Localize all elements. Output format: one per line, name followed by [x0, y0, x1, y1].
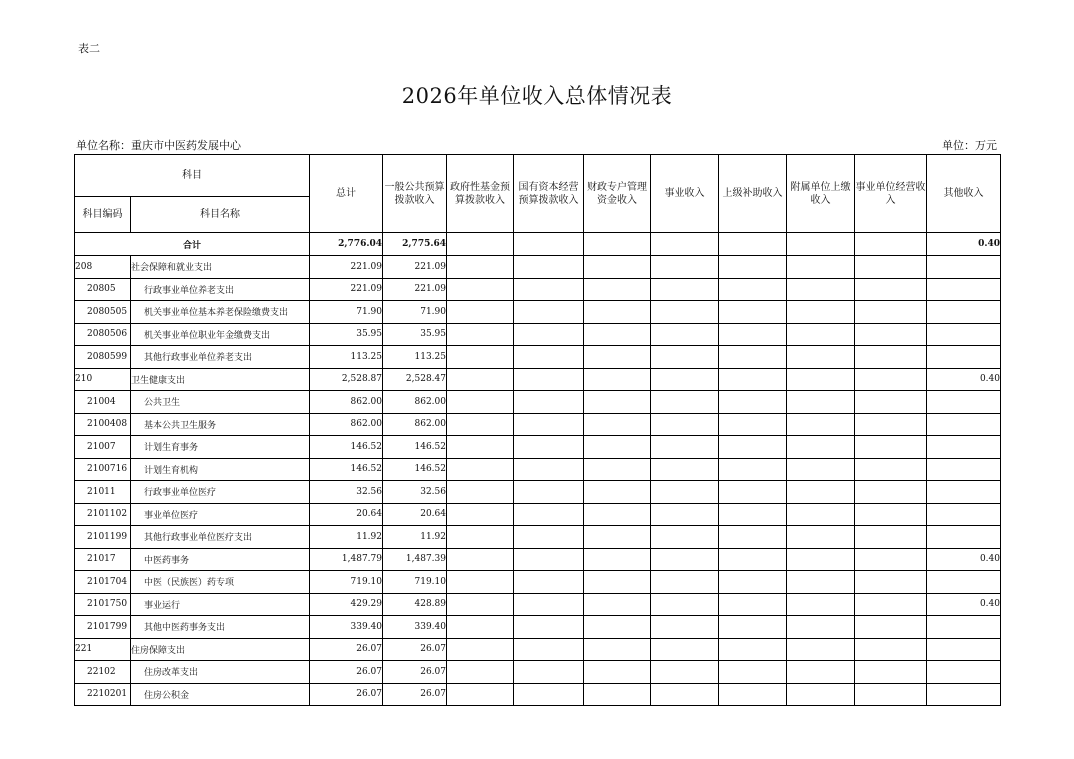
row-operating: [855, 436, 927, 459]
row-code: 210: [75, 368, 131, 391]
row-fiscal-special: [584, 301, 651, 324]
row-fiscal-special: [584, 481, 651, 504]
row-superior-subsidy: [719, 413, 787, 436]
table-row: [75, 548, 1001, 571]
row-general-budget: 719.10: [383, 571, 447, 594]
row-affiliated: [787, 481, 855, 504]
row-name: 事业单位医疗: [131, 503, 310, 526]
row-superior-subsidy: [719, 436, 787, 459]
row-gov-fund: [447, 346, 514, 369]
row-superior-subsidy: [719, 503, 787, 526]
table-row: [75, 638, 1001, 661]
row-affiliated: [787, 346, 855, 369]
row-name: 住房公积金: [131, 683, 310, 706]
row-other: [927, 278, 1001, 301]
row-superior-subsidy: [719, 571, 787, 594]
row-superior-subsidy: [719, 346, 787, 369]
row-code: 221: [75, 638, 131, 661]
row-fiscal-special: [584, 638, 651, 661]
row-code: 2101799: [75, 616, 131, 639]
row-superior-subsidy: [719, 256, 787, 279]
row-general-budget: 71.90: [383, 301, 447, 324]
row-operating: [855, 278, 927, 301]
row-affiliated: [787, 661, 855, 684]
total-label: 合计: [75, 233, 310, 256]
row-operating: [855, 368, 927, 391]
row-gov-fund: [447, 616, 514, 639]
row-business: [651, 616, 719, 639]
row-affiliated: [787, 391, 855, 414]
row-general-budget: 221.09: [383, 256, 447, 279]
row-total: 221.09: [310, 256, 383, 279]
gov-fund-header: 政府性基金预算拨款收入: [447, 155, 514, 233]
row-name: 其他行政事业单位医疗支出: [131, 526, 310, 549]
row-superior-subsidy: [719, 683, 787, 706]
fiscal-special-header: 财政专户管理资金收入: [584, 155, 651, 233]
row-other: 0.40: [927, 368, 1001, 391]
row-code: 2080599: [75, 346, 131, 369]
row-state-capital: [514, 436, 584, 459]
row-other: [927, 571, 1001, 594]
table-row: [75, 661, 1001, 684]
table-row: [75, 458, 1001, 481]
row-other: 0.40: [927, 548, 1001, 571]
row-gov-fund: [447, 413, 514, 436]
table-row: [75, 436, 1001, 459]
row-name: 其他中医药事务支出: [131, 616, 310, 639]
row-name: 机关事业单位基本养老保险缴费支出: [131, 301, 310, 324]
row-code: 2100716: [75, 458, 131, 481]
table-row: [75, 683, 1001, 706]
total-total: 2,776.04: [310, 233, 383, 256]
row-general-budget: 146.52: [383, 458, 447, 481]
row-general-budget: 862.00: [383, 413, 447, 436]
row-state-capital: [514, 526, 584, 549]
row-total: 26.07: [310, 661, 383, 684]
row-other: [927, 661, 1001, 684]
row-superior-subsidy: [719, 638, 787, 661]
row-affiliated: [787, 301, 855, 324]
table-row: [75, 593, 1001, 616]
row-state-capital: [514, 323, 584, 346]
row-superior-subsidy: [719, 548, 787, 571]
row-code: 2101102: [75, 503, 131, 526]
row-other: [927, 346, 1001, 369]
row-other: [927, 391, 1001, 414]
row-total: 20.64: [310, 503, 383, 526]
row-superior-subsidy: [719, 526, 787, 549]
row-gov-fund: [447, 323, 514, 346]
row-operating: [855, 616, 927, 639]
row-business: [651, 413, 719, 436]
row-business: [651, 661, 719, 684]
row-code: 21004: [75, 391, 131, 414]
row-other: [927, 323, 1001, 346]
row-gov-fund: [447, 683, 514, 706]
row-fiscal-special: [584, 436, 651, 459]
row-name: 计划生育机构: [131, 458, 310, 481]
row-gov-fund: [447, 368, 514, 391]
table-row: [75, 616, 1001, 639]
row-total: 113.25: [310, 346, 383, 369]
row-state-capital: [514, 661, 584, 684]
row-fiscal-special: [584, 278, 651, 301]
total-other: 0.40: [927, 233, 1001, 256]
row-name: 机关事业单位职业年金缴费支出: [131, 323, 310, 346]
row-total: 11.92: [310, 526, 383, 549]
row-name: 其他行政事业单位养老支出: [131, 346, 310, 369]
row-code: 2101750: [75, 593, 131, 616]
row-general-budget: 339.40: [383, 616, 447, 639]
row-state-capital: [514, 458, 584, 481]
table-row: [75, 503, 1001, 526]
row-operating: [855, 458, 927, 481]
row-affiliated: [787, 503, 855, 526]
row-business: [651, 638, 719, 661]
row-general-budget: 20.64: [383, 503, 447, 526]
row-total: 146.52: [310, 458, 383, 481]
row-gov-fund: [447, 256, 514, 279]
row-business: [651, 346, 719, 369]
row-operating: [855, 571, 927, 594]
table-row: [75, 278, 1001, 301]
row-code: 21017: [75, 548, 131, 571]
row-fiscal-special: [584, 593, 651, 616]
subject-name-header: 科目名称: [131, 197, 310, 233]
row-code: 21007: [75, 436, 131, 459]
row-name: 计划生育事务: [131, 436, 310, 459]
row-business: [651, 526, 719, 549]
total-business: [651, 233, 719, 256]
row-business: [651, 436, 719, 459]
row-fiscal-special: [584, 323, 651, 346]
business-income-header: 事业收入: [651, 155, 719, 233]
row-state-capital: [514, 413, 584, 436]
row-operating: [855, 593, 927, 616]
row-superior-subsidy: [719, 616, 787, 639]
row-code: 2101704: [75, 571, 131, 594]
table-row: [75, 256, 1001, 279]
row-business: [651, 481, 719, 504]
row-business: [651, 683, 719, 706]
affiliated-header: 附属单位上缴收入: [787, 155, 855, 233]
row-name: 卫生健康支出: [131, 368, 310, 391]
subject-code-header: 科目编码: [75, 197, 131, 233]
row-operating: [855, 346, 927, 369]
row-total: 26.07: [310, 638, 383, 661]
row-operating: [855, 413, 927, 436]
row-other: [927, 436, 1001, 459]
row-affiliated: [787, 413, 855, 436]
row-fiscal-special: [584, 548, 651, 571]
row-total: 2,528.87: [310, 368, 383, 391]
row-general-budget: 428.89: [383, 593, 447, 616]
row-fiscal-special: [584, 571, 651, 594]
row-name: 事业运行: [131, 593, 310, 616]
row-affiliated: [787, 616, 855, 639]
row-business: [651, 278, 719, 301]
row-state-capital: [514, 638, 584, 661]
row-total: 339.40: [310, 616, 383, 639]
row-fiscal-special: [584, 503, 651, 526]
row-code: 22102: [75, 661, 131, 684]
row-business: [651, 503, 719, 526]
row-general-budget: 26.07: [383, 683, 447, 706]
row-affiliated: [787, 571, 855, 594]
row-operating: [855, 638, 927, 661]
row-superior-subsidy: [719, 661, 787, 684]
unit-label: 单位：万元: [942, 139, 997, 152]
row-state-capital: [514, 301, 584, 324]
row-total: 32.56: [310, 481, 383, 504]
state-capital-header: 国有资本经营预算拨款收入: [514, 155, 584, 233]
row-affiliated: [787, 436, 855, 459]
row-fiscal-special: [584, 256, 651, 279]
total-gov-fund: [447, 233, 514, 256]
row-operating: [855, 661, 927, 684]
row-affiliated: [787, 458, 855, 481]
row-state-capital: [514, 593, 584, 616]
row-code: 2101199: [75, 526, 131, 549]
row-other: [927, 481, 1001, 504]
row-state-capital: [514, 256, 584, 279]
table-row: [75, 346, 1001, 369]
other-income-header: 其他收入: [927, 155, 1001, 233]
total-row: [75, 233, 1001, 256]
row-total: 1,487.79: [310, 548, 383, 571]
row-gov-fund: [447, 526, 514, 549]
total-general-budget: 2,775.64: [383, 233, 447, 256]
row-other: [927, 638, 1001, 661]
row-fiscal-special: [584, 368, 651, 391]
table-row: [75, 323, 1001, 346]
row-name: 社会保障和就业支出: [131, 256, 310, 279]
row-gov-fund: [447, 661, 514, 684]
row-total: 862.00: [310, 413, 383, 436]
row-state-capital: [514, 548, 584, 571]
row-name: 基本公共卫生服务: [131, 413, 310, 436]
row-business: [651, 593, 719, 616]
row-other: [927, 616, 1001, 639]
row-total: 146.52: [310, 436, 383, 459]
row-operating: [855, 256, 927, 279]
row-general-budget: 32.56: [383, 481, 447, 504]
row-name: 住房保障支出: [131, 638, 310, 661]
row-state-capital: [514, 683, 584, 706]
subject-header: 科目: [75, 155, 310, 197]
row-name: 中医（民族医）药专项: [131, 571, 310, 594]
row-total: 26.07: [310, 683, 383, 706]
row-general-budget: 2,528.47: [383, 368, 447, 391]
row-total: 71.90: [310, 301, 383, 324]
row-other: [927, 683, 1001, 706]
income-summary-table: [74, 154, 1001, 706]
table-row: [75, 368, 1001, 391]
row-affiliated: [787, 368, 855, 391]
row-general-budget: 26.07: [383, 638, 447, 661]
row-total: 719.10: [310, 571, 383, 594]
row-general-budget: 11.92: [383, 526, 447, 549]
row-general-budget: 146.52: [383, 436, 447, 459]
row-code: 2100408: [75, 413, 131, 436]
row-total: 221.09: [310, 278, 383, 301]
row-state-capital: [514, 571, 584, 594]
row-business: [651, 323, 719, 346]
table-row: [75, 301, 1001, 324]
row-superior-subsidy: [719, 323, 787, 346]
row-code: 2080505: [75, 301, 131, 324]
row-affiliated: [787, 256, 855, 279]
row-name: 行政事业单位养老支出: [131, 278, 310, 301]
row-name: 住房改革支出: [131, 661, 310, 684]
row-other: [927, 503, 1001, 526]
total-fiscal-special: [584, 233, 651, 256]
row-total: 862.00: [310, 391, 383, 414]
row-superior-subsidy: [719, 301, 787, 324]
row-business: [651, 391, 719, 414]
row-affiliated: [787, 593, 855, 616]
row-total: 35.95: [310, 323, 383, 346]
operating-income-header: 事业单位经营收入: [855, 155, 927, 233]
row-fiscal-special: [584, 413, 651, 436]
row-other: [927, 526, 1001, 549]
row-gov-fund: [447, 571, 514, 594]
superior-subsidy-header: 上级补助收入: [719, 155, 787, 233]
table-row: [75, 481, 1001, 504]
row-gov-fund: [447, 481, 514, 504]
table-row: [75, 413, 1001, 436]
row-state-capital: [514, 391, 584, 414]
total-state-capital: [514, 233, 584, 256]
row-affiliated: [787, 548, 855, 571]
row-general-budget: 221.09: [383, 278, 447, 301]
row-name: 行政事业单位医疗: [131, 481, 310, 504]
table-number: 表二: [78, 42, 100, 55]
row-fiscal-special: [584, 526, 651, 549]
row-superior-subsidy: [719, 278, 787, 301]
row-general-budget: 113.25: [383, 346, 447, 369]
row-affiliated: [787, 278, 855, 301]
row-other: [927, 413, 1001, 436]
row-state-capital: [514, 346, 584, 369]
row-name: 公共卫生: [131, 391, 310, 414]
general-budget-header: 一般公共预算拨款收入: [383, 155, 447, 233]
table-row: [75, 526, 1001, 549]
row-operating: [855, 503, 927, 526]
row-gov-fund: [447, 458, 514, 481]
row-superior-subsidy: [719, 368, 787, 391]
total-header: 总计: [310, 155, 383, 233]
row-code: 20805: [75, 278, 131, 301]
row-operating: [855, 323, 927, 346]
row-state-capital: [514, 481, 584, 504]
row-fiscal-special: [584, 661, 651, 684]
row-affiliated: [787, 323, 855, 346]
row-fiscal-special: [584, 391, 651, 414]
row-gov-fund: [447, 436, 514, 459]
row-operating: [855, 683, 927, 706]
row-other: [927, 458, 1001, 481]
row-general-budget: 26.07: [383, 661, 447, 684]
row-superior-subsidy: [719, 593, 787, 616]
total-affiliated: [787, 233, 855, 256]
row-gov-fund: [447, 503, 514, 526]
row-operating: [855, 481, 927, 504]
row-gov-fund: [447, 278, 514, 301]
row-affiliated: [787, 638, 855, 661]
unit-name: 单位名称：重庆市中医药发展中心: [76, 139, 241, 152]
row-general-budget: 1,487.39: [383, 548, 447, 571]
row-operating: [855, 526, 927, 549]
row-operating: [855, 391, 927, 414]
row-business: [651, 571, 719, 594]
row-gov-fund: [447, 593, 514, 616]
row-total: 429.29: [310, 593, 383, 616]
row-state-capital: [514, 616, 584, 639]
table-row: [75, 391, 1001, 414]
row-business: [651, 548, 719, 571]
row-superior-subsidy: [719, 481, 787, 504]
row-fiscal-special: [584, 616, 651, 639]
row-other: [927, 301, 1001, 324]
row-business: [651, 256, 719, 279]
page-title: 2026年单位收入总体情况表: [401, 84, 673, 108]
row-code: 2080506: [75, 323, 131, 346]
row-state-capital: [514, 503, 584, 526]
total-operating: [855, 233, 927, 256]
row-code: 21011: [75, 481, 131, 504]
row-other: 0.40: [927, 593, 1001, 616]
row-affiliated: [787, 683, 855, 706]
row-gov-fund: [447, 548, 514, 571]
row-other: [927, 256, 1001, 279]
row-general-budget: 862.00: [383, 391, 447, 414]
row-superior-subsidy: [719, 391, 787, 414]
row-fiscal-special: [584, 458, 651, 481]
row-name: 中医药事务: [131, 548, 310, 571]
row-general-budget: 35.95: [383, 323, 447, 346]
row-fiscal-special: [584, 683, 651, 706]
table-row: [75, 571, 1001, 594]
total-superior-subsidy: [719, 233, 787, 256]
row-code: 2210201: [75, 683, 131, 706]
row-gov-fund: [447, 391, 514, 414]
row-gov-fund: [447, 638, 514, 661]
row-gov-fund: [447, 301, 514, 324]
row-business: [651, 368, 719, 391]
row-state-capital: [514, 368, 584, 391]
row-code: 208: [75, 256, 131, 279]
row-superior-subsidy: [719, 458, 787, 481]
row-operating: [855, 548, 927, 571]
row-state-capital: [514, 278, 584, 301]
row-business: [651, 301, 719, 324]
row-business: [651, 458, 719, 481]
row-affiliated: [787, 526, 855, 549]
row-fiscal-special: [584, 346, 651, 369]
row-operating: [855, 301, 927, 324]
